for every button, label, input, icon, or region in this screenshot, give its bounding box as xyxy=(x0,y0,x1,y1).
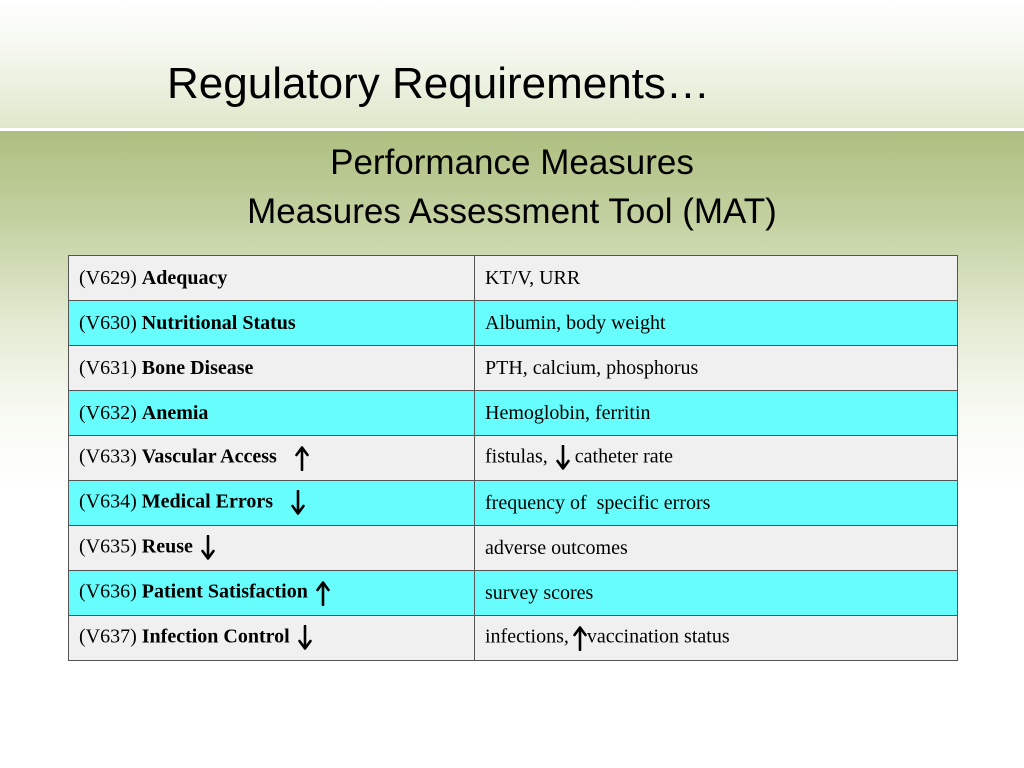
table-row xyxy=(69,436,958,481)
measure-name-cell xyxy=(69,526,475,571)
measure-code: (V632) xyxy=(79,401,137,424)
measure-name: Patient Satisfaction xyxy=(141,580,308,603)
measures-table xyxy=(68,255,958,661)
measure-metrics: Albumin, body weight xyxy=(485,311,666,334)
measure-code: (V636) xyxy=(79,580,137,603)
measure-metrics-cell xyxy=(475,526,958,571)
measure-name: Anemia xyxy=(141,401,209,424)
subtitle-line-2: Measures Assessment Tool (MAT) xyxy=(247,192,777,231)
measure-metrics-cell xyxy=(475,256,958,301)
measure-name: Vascular Access xyxy=(141,445,277,468)
measure-metrics: frequency of specific errors xyxy=(485,491,711,514)
table-row xyxy=(69,616,958,661)
measure-name: Infection Control xyxy=(141,625,290,648)
measure-name-cell xyxy=(69,616,475,661)
measure-metrics: fistulas, xyxy=(485,445,548,468)
measure-code: (V633) xyxy=(79,445,137,468)
measure-metrics-cell xyxy=(475,481,958,526)
table-row xyxy=(69,301,958,346)
measure-metrics-cell xyxy=(475,301,958,346)
measure-metrics: Hemoglobin, ferritin xyxy=(485,401,651,424)
measure-name: Adequacy xyxy=(141,266,228,289)
measure-metrics-cell xyxy=(475,571,958,616)
measure-metrics-cell xyxy=(475,616,958,661)
down-arrow-icon xyxy=(298,625,312,651)
table-row xyxy=(69,571,958,616)
measure-metrics-cell xyxy=(475,436,958,481)
measure-name: Reuse xyxy=(141,535,193,558)
measure-metrics: KT/V, URR xyxy=(485,266,581,289)
measure-metrics: catheter rate xyxy=(574,445,674,468)
measure-metrics: infections, xyxy=(485,625,569,648)
down-arrow-icon xyxy=(291,490,305,516)
measure-metrics-cell xyxy=(475,346,958,391)
slide-title: Regulatory Requirements… xyxy=(167,59,710,108)
table-row xyxy=(69,526,958,571)
measure-code: (V629) xyxy=(79,266,137,289)
measure-name-cell xyxy=(69,391,475,436)
up-arrow-icon xyxy=(316,580,330,606)
measure-name-cell xyxy=(69,571,475,616)
table-row xyxy=(69,391,958,436)
table-row xyxy=(69,481,958,526)
measure-metrics-cell xyxy=(475,391,958,436)
down-arrow-icon xyxy=(201,535,215,561)
measure-code: (V631) xyxy=(79,356,137,379)
down-arrow-icon xyxy=(556,445,570,471)
table-row xyxy=(69,346,958,391)
measure-name: Bone Disease xyxy=(141,356,254,379)
measure-metrics: survey scores xyxy=(485,581,594,604)
measure-name-cell xyxy=(69,256,475,301)
measure-metrics: vaccination status xyxy=(586,625,730,648)
measure-code: (V635) xyxy=(79,535,137,558)
measure-name-cell xyxy=(69,436,475,481)
subtitle-line-1: Performance Measures xyxy=(330,143,694,182)
measure-code: (V634) xyxy=(79,490,137,513)
measure-name-cell xyxy=(69,481,475,526)
measure-name-cell xyxy=(69,346,475,391)
up-arrow-icon xyxy=(295,445,309,471)
measure-metrics: PTH, calcium, phosphorus xyxy=(485,356,699,379)
measure-name: Nutritional Status xyxy=(141,311,296,334)
measure-name-cell xyxy=(69,301,475,346)
measure-code: (V637) xyxy=(79,625,137,648)
measure-metrics: adverse outcomes xyxy=(485,536,628,559)
table-row xyxy=(69,256,958,301)
up-arrow-icon xyxy=(573,625,587,651)
measure-name: Medical Errors xyxy=(141,490,274,513)
measure-code: (V630) xyxy=(79,311,137,334)
